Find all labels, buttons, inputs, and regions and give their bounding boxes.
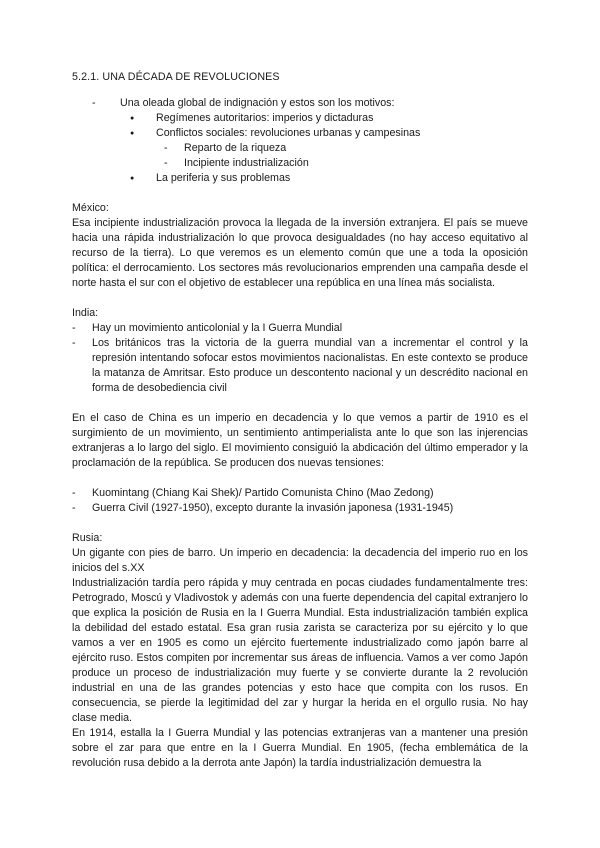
motives-bullets <box>72 111 528 186</box>
motives-list <box>72 96 528 111</box>
list-item: - Los británicos tras la victoria de la guerra mundial van a incrementar el control y la represión intentando sofocar estos movimientos nacionalistas. En este contexto se produce la matanza de Amritsar. Esto produce un descontento nacional y un descrédito nacional en forma de desobediencia civil <box>72 336 528 396</box>
list-item: - Una oleada global de indignación y estos son los motivos: <box>72 96 528 111</box>
bullet-item: ● La periferia y sus problemas <box>72 171 528 186</box>
sub-item: - Reparto de la riqueza <box>72 141 528 156</box>
list-item: - Hay un movimiento anticolonial y la I Guerra Mundial <box>72 321 528 336</box>
china-list <box>72 486 528 516</box>
rusia-label: Rusia: <box>72 532 103 544</box>
mexico-label: México: <box>72 202 109 214</box>
bullet-item: ● Regímenes autoritarios: imperios y dictaduras <box>72 111 528 126</box>
china-paragraph: En el caso de China es un imperio en decadencia y lo que vemos a partir de 1910 es el surgimiento de un movimiento, un sentimiento antimperialista ante lo que son las injerencias extranjeras a lo largo del siglo. El movimiento consiguió la abdicación del último emperador y la proclamación de la república. Se producen dos nuevas tensiones: <box>72 412 528 469</box>
india-label: India: <box>72 307 99 319</box>
list-item: - Kuomintang (Chiang Kai Shek)/ Partido Comunista Chino (Mao Zedong) <box>72 486 528 501</box>
rusia-paragraph: Industrialización tardía pero rápida y muy centrada en pocas ciudades fundamentalmente tres: Petrogrado, Moscú y Vladivostok y además con una fuerte dependencia del capital extranjero lo que explica la posición de Rusia en la I Guerra Mundial. Esta industrialización también explica la debilidad del estado estatal. Esa gran rusia zarista se caracteriza por su ejército y lo que vamos a ver en 1905 es como un ejército fuertemente industrializado como japón barre al ejército ruso. Estos compiten por incrementar sus áreas de influencia. Vamos a ver como Japón produce un proceso de industrialización muy fuerte y se convierte durante la 2 revolución industrial en una de las grandes potencias y esto hace que compita con los rusos. En consecuencia, se pierde la legitimidad del zar y hurgar la herida en el orgullo rusia. No hay clase media. <box>72 577 528 724</box>
india-list <box>72 321 528 396</box>
section-heading: 5.2.1. UNA DÉCADA DE REVOLUCIONES <box>72 71 280 83</box>
rusia-paragraph: Un gigante con pies de barro. Un imperio en decadencia: la decadencia del imperio ruo en los inicios del s.XX <box>72 547 528 574</box>
sub-item: - Incipiente industrialización <box>72 156 528 171</box>
mexico-paragraph: Esa incipiente industrialización provoca la llegada de la inversión extranjera. El país se mueve hacia una rápida industrialización lo que provoca desigualdades (no hay acceso equitativo al recurso de la tierra). Lo que veremos es un elemento común que une a toda la oposición política: el derrocamiento. Los sectores más revolucionarios emprenden una campaña desde el norte hasta el sur con el objetivo de establecer una república en una línea más socialista. <box>72 217 528 289</box>
bullet-item: ● Conflictos sociales: revoluciones urbanas y campesinas <box>72 126 528 141</box>
rusia-paragraph: En 1914, estalla la I Guerra Mundial y las potencias extranjeras van a mantener una presión sobre el zar para que entre en la I Guerra Mundial. En 1905, (fecha emblemática de la revolución rusa debido a la derrota ante Japón) la tardía industrialización demuestra la <box>72 727 528 769</box>
document-page <box>72 70 528 771</box>
list-item: - Guerra Civil (1927-1950), excepto durante la invasión japonesa (1931-1945) <box>72 501 528 516</box>
